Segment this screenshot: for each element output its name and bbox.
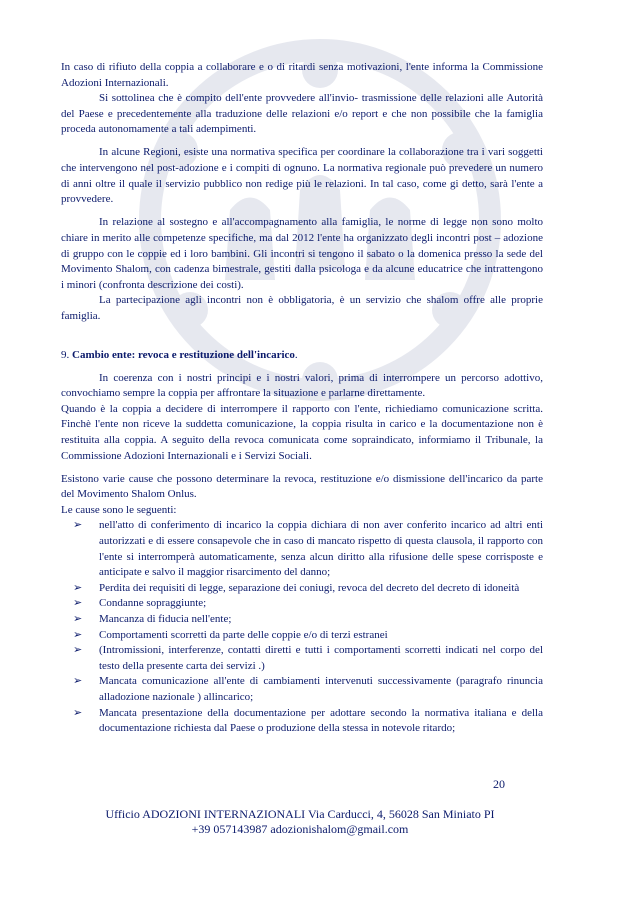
list-item: ➢ Mancata comunicazione all'ente di cambiamenti intervenuti successivamente (paragrafo rinuncia alladozione nazionale ) allincarico; <box>73 675 543 703</box>
arrow-bullet-icon: ➢ <box>73 628 83 641</box>
footer-contact: +39 057143987 adozionishalom@gmail.com <box>191 822 409 836</box>
page-content <box>61 60 543 737</box>
arrow-bullet-icon: ➢ <box>73 675 83 688</box>
paragraph-participation: La partecipazione agli incontri non è obbligatoria, è un servizio che shalom offre alle proprie famiglia. <box>61 294 543 322</box>
list-item: ➢ Comportamenti scorretti da parte delle coppie e/o di terzi estranei <box>61 628 543 644</box>
arrow-bullet-icon: ➢ <box>73 644 83 657</box>
paragraph-couple-decision: Quando è la coppia a decidere di interrompere il rapporto con l'ente, richiediamo comunicazione scritta. Finchè l'ente non riceve la suddetta comunicazione, la coppia risulta in carico e la documentazione non è restituita alla coppia. A seguito della revoca comunicata come sopraindicato, informiamo il Tribunale, la Commissione Adozioni Internazionali e i Servizi Sociali. <box>61 402 543 462</box>
paragraph-refusal: In caso di rifiuto della coppia a collaborare e o di ritardi senza motivazioni, l'ente informa la Commissione Adozioni Internazionali. <box>61 61 543 89</box>
paragraph-support: In relazione al sostegno e all'accompagnamento alla famiglia, le norme di legge non sono molto chiare in merito alle competenze specifiche, ma dal 2012 l'ente ha organizzato degli incontri post – adozione di gruppo con le coppie ed i loro bambini. Gli incontri si tengono il sabato o la domenica presso la sede del Movimento Shalom, con cadenza bimestrale, gestiti dalla psicologa e da alcune educatrice che intrattengono i minori (confronta descrizione dei costi). <box>61 216 543 291</box>
section-heading <box>61 348 543 364</box>
arrow-bullet-icon: ➢ <box>73 706 83 719</box>
paragraph-causes-intro: Esistono varie cause che possono determinare la revoca, restituzione e/o dismissione dell'incarico da parte del Movimento Shalom Onlus. <box>61 472 543 501</box>
page-footer <box>60 807 540 837</box>
list-item: ➢ nell'atto di conferimento di incarico la coppia dichiara di non aver conferito incarico ad altri enti autorizzati e di essere consapevole che in caso di mancato rispetto di questa clausola, il rapporto con l'ente si interromperà automaticamente, senza alcun diritto alla rifusione delle spese corrisposte e anticipate e salvo il maggior risarcimento del danno; <box>73 519 543 579</box>
list-item: ➢ Mancata presentazione della documentazione per adottare secondo la normativa italiana e della documentazione richiesta dal Paese o produzione della stessa in notevole ritardo; <box>73 706 543 735</box>
section-title: Cambio ente: revoca e restituzione dell'incarico <box>72 348 295 361</box>
paragraph-regions: In alcune Regioni, esiste una normativa specifica per coordinare la collaborazione tra i vari soggetti che intervengono nel post-adozione e i compiti di ognuno. La normativa regionale può prevedere un numero di anni oltre il quale il servizio pubblico non redige più le relazioni. In tal caso, come gi detto, sarà l'ente a provvedere. <box>61 146 543 206</box>
list-item: ➢ Mancanza di fiducia nell'ente; <box>61 612 543 628</box>
arrow-bullet-icon: ➢ <box>73 597 83 610</box>
paragraph-reports: Si sottolinea che è compito dell'ente provvedere all'invio- trasmissione delle relazioni alle Autorità del Paese e precedentemente alla traduzione delle relazioni e/o report e che non possibile che la famiglia proceda autonomamente a tali adempimenti. <box>61 92 543 136</box>
list-item: ➢ (Intromissioni, interferenze, contatti diretti e tutti i comportamenti scorretti indicati nel corpo del testo della presente carta dei servizi .) <box>73 644 543 672</box>
list-item: ➢ Perdita dei requisiti di legge, separazione dei coniugi, revoca del decreto del decreto di idoneità <box>61 581 543 597</box>
page-number: 20 <box>493 777 505 791</box>
paragraph-causes-label: Le cause sono le seguenti: <box>61 503 177 516</box>
arrow-bullet-icon: ➢ <box>73 581 83 594</box>
list-item: ➢ Condanne sopraggiunte; <box>61 596 543 612</box>
section-title-end: . <box>294 348 298 361</box>
arrow-bullet-icon: ➢ <box>73 613 83 625</box>
arrow-bullet-icon: ➢ <box>73 519 83 532</box>
section-number: 9. <box>61 348 70 361</box>
causes-list <box>61 518 543 736</box>
paragraph-coherence: In coerenza con i nostri principi e i nostri valori, prima di interrompere un percorso adottivo, convochiamo sempre la coppia per affrontare la situazione e parlarne direttamente. <box>61 371 543 400</box>
footer-address: Ufficio ADOZIONI INTERNAZIONALI Via Carducci, 4, 56028 San Miniato PI <box>105 807 495 821</box>
